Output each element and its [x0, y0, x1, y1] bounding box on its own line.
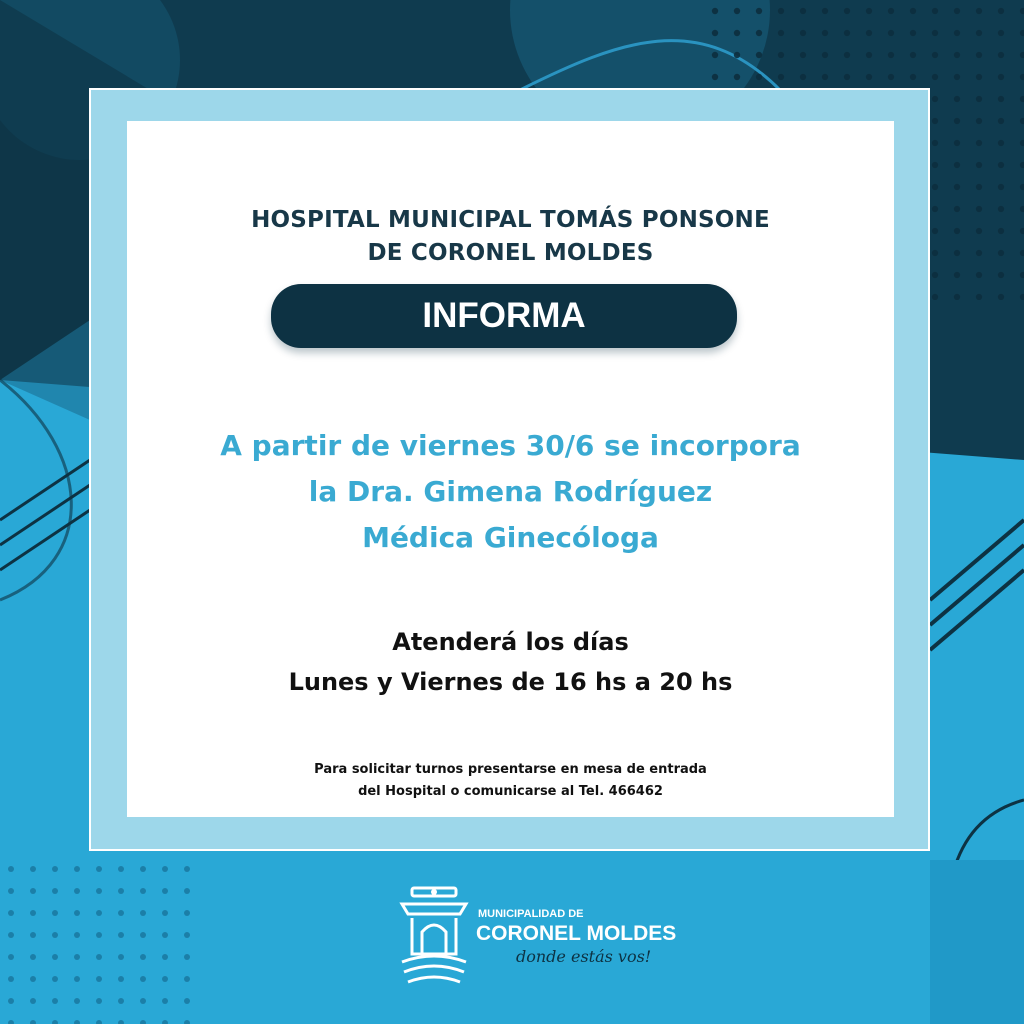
announcement-card	[127, 121, 894, 817]
hospital-title-line1: HOSPITAL MUNICIPAL TOMÁS PONSONE	[251, 207, 770, 233]
appointments-line2: del Hospital o comunicarse al Tel. 466462	[358, 784, 663, 799]
announcement-text	[127, 423, 894, 561]
schedule-line2: Lunes y Viernes de 16 hs a 20 hs	[288, 668, 733, 696]
informa-badge: INFORMA	[271, 284, 737, 348]
announcement-line2: la Dra. Gimena Rodríguez	[308, 475, 713, 508]
municipality-logo	[398, 884, 677, 990]
schedule-text	[127, 622, 894, 702]
announcement-line3: Médica Ginecóloga	[362, 521, 659, 554]
municipal-building-icon	[398, 884, 470, 990]
hospital-title-line2: DE CORONEL MOLDES	[367, 240, 654, 266]
appointments-line1: Para solicitar turnos presentarse en mesa de entrada	[314, 762, 707, 777]
hospital-title	[127, 204, 894, 270]
appointments-text	[127, 759, 894, 803]
announcement-line1: A partir de viernes 30/6 se incorpora	[220, 429, 801, 462]
logo-municipality-label: MUNICIPALIDAD DE	[478, 908, 584, 920]
schedule-line1: Atenderá los días	[392, 628, 629, 656]
logo-slogan: donde estás vos!	[516, 947, 652, 966]
logo-town-name: CORONEL MOLDES	[476, 922, 677, 945]
